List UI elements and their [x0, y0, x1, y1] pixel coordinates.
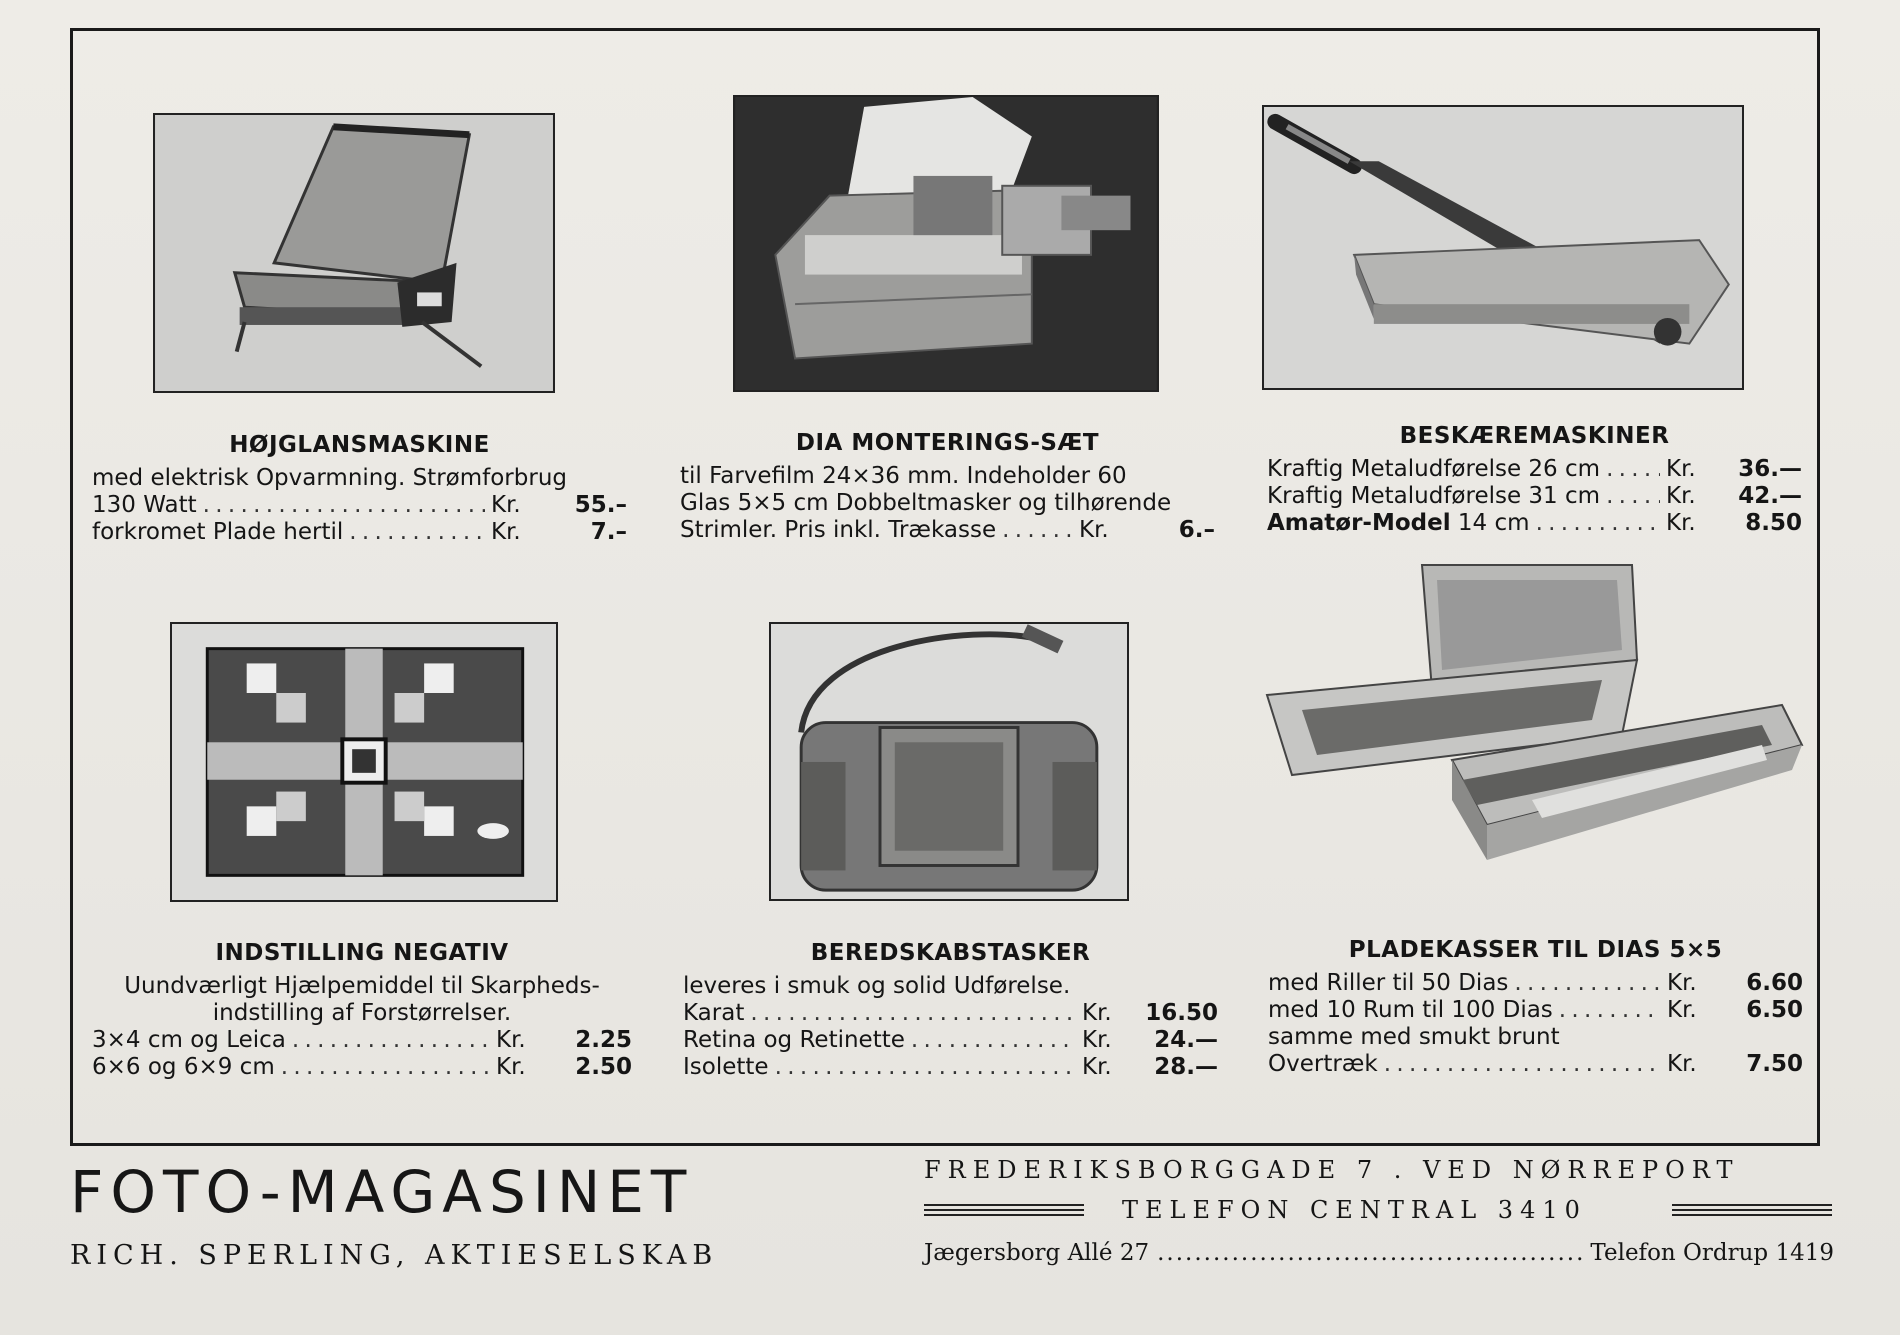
product-description: Glas 5×5 cm Dobbeltmasker og tilhørende — [680, 490, 1172, 516]
company-phone: TELEFON CENTRAL 3410 — [1122, 1196, 1587, 1224]
price: 36.— — [1738, 456, 1802, 482]
price: 24.— — [1154, 1027, 1218, 1053]
product-title: PLADEKASSER TIL DIAS 5×5 — [1348, 937, 1723, 963]
currency: Kr. — [491, 519, 521, 545]
product-description: Uundværligt Hjælpemiddel til Skarpheds- — [124, 973, 600, 999]
leader-dots — [349, 519, 485, 546]
price-row — [1267, 483, 1802, 510]
focus-negative-photo — [170, 622, 558, 902]
price: 6.– — [1178, 517, 1215, 543]
currency: Kr. — [1082, 1000, 1112, 1026]
company-subtitle: RICH. SPERLING, AKTIESELSKAB — [70, 1240, 719, 1271]
price: 2.50 — [575, 1054, 632, 1080]
product-description: med elektrisk Opvarmning. Strømforbrug — [92, 465, 567, 491]
price-row — [92, 1054, 632, 1081]
price-row — [1268, 997, 1803, 1024]
price-row-label: med 10 Rum til 100 Dias — [1268, 997, 1553, 1023]
decorative-rule-right — [1672, 1204, 1832, 1220]
price-row — [683, 1054, 1218, 1081]
product-caption-focus — [92, 940, 632, 1081]
price-row — [683, 1027, 1218, 1054]
price-row — [1268, 970, 1803, 997]
leader-dots — [203, 492, 485, 519]
glazing-machine-photo — [153, 113, 555, 393]
leader-dots — [1559, 997, 1661, 1024]
slide-boxes-photo — [1262, 560, 1810, 900]
price-row-label: forkromet Plade hertil — [92, 519, 344, 545]
price-row — [92, 519, 627, 546]
branch-address: Jægersborg Allé 27 — [924, 1240, 1150, 1266]
leader-dots — [1514, 970, 1661, 997]
product-description: samme med smukt brunt — [1268, 1024, 1560, 1050]
price-row — [1267, 510, 1802, 537]
price-row-label: Kraftig Metaludførelse 31 cm — [1267, 483, 1601, 509]
paper-cutter-photo — [1262, 105, 1744, 390]
leader-dots — [1157, 1240, 1582, 1266]
product-caption-glazing — [92, 432, 627, 546]
currency: Kr. — [1667, 997, 1697, 1023]
model-size: 14 cm — [1450, 510, 1530, 536]
price-row — [92, 492, 627, 519]
price: 8.50 — [1745, 510, 1802, 536]
leader-dots — [1384, 1051, 1661, 1078]
price-row-label — [1267, 510, 1530, 537]
currency: Kr. — [1666, 483, 1696, 509]
price: 2.25 — [575, 1027, 632, 1053]
slide-boxes-illustration — [1262, 560, 1810, 900]
currency: Kr. — [1082, 1027, 1112, 1053]
product-title: INDSTILLING NEGATIV — [215, 940, 509, 966]
product-caption-cutter — [1267, 423, 1802, 537]
currency: Kr. — [491, 492, 521, 518]
price: 7.– — [590, 519, 627, 545]
product-caption-dia — [680, 430, 1215, 544]
model-name: Amatør-Model — [1267, 510, 1451, 536]
leader-dots — [911, 1027, 1076, 1054]
price: 6.50 — [1746, 997, 1803, 1023]
product-title: BESKÆREMASKINER — [1399, 423, 1670, 449]
price-row-label: 3×4 cm og Leica — [92, 1027, 286, 1053]
price: 16.50 — [1145, 1000, 1218, 1026]
price: 42.— — [1738, 483, 1802, 509]
slide-mounting-set-illustration — [735, 97, 1157, 390]
leader-dots — [292, 1027, 490, 1054]
glazing-machine-illustration — [155, 115, 553, 391]
currency: Kr. — [1667, 970, 1697, 996]
currency: Kr. — [1666, 456, 1696, 482]
leader-dots — [775, 1054, 1076, 1081]
product-caption-case — [683, 940, 1218, 1081]
price-row — [680, 517, 1215, 544]
leader-dots — [750, 1000, 1076, 1027]
price: 28.— — [1154, 1054, 1218, 1080]
currency: Kr. — [1666, 510, 1696, 536]
leader-dots — [281, 1054, 490, 1081]
currency: Kr. — [1667, 1051, 1697, 1077]
branch-line — [924, 1240, 1834, 1266]
price: 6.60 — [1746, 970, 1803, 996]
currency: Kr. — [496, 1054, 526, 1080]
leader-dots — [1606, 483, 1660, 510]
company-address: FREDERIKSBORGGADE 7 . VED NØRREPORT — [924, 1156, 1740, 1184]
price-row-label: 130 Watt — [92, 492, 197, 518]
price-row-label: Strimler. Pris inkl. Trækasse — [680, 517, 997, 543]
focus-negative-illustration — [172, 624, 556, 900]
leader-dots — [1606, 456, 1660, 483]
price-row — [1267, 456, 1802, 483]
price-row — [683, 1000, 1218, 1027]
price-row-label: Karat — [683, 1000, 745, 1026]
product-description: indstilling af Forstørrelser. — [212, 1000, 512, 1026]
price: 55.– — [574, 492, 627, 518]
company-name: FOTO-MAGASINET — [70, 1158, 694, 1226]
product-description: leveres i smuk og solid Udførelse. — [683, 973, 1071, 999]
camera-case-illustration — [771, 624, 1127, 899]
leader-dots — [1536, 510, 1660, 537]
paper-cutter-illustration — [1264, 107, 1742, 388]
price-row-label: med Riller til 50 Dias — [1268, 970, 1509, 996]
price-row-label: 6×6 og 6×9 cm — [92, 1054, 275, 1080]
camera-case-photo — [769, 622, 1129, 901]
price-row-label: Overtræk — [1268, 1051, 1378, 1077]
price-row — [1268, 1051, 1803, 1078]
currency: Kr. — [1082, 1054, 1112, 1080]
leader-dots — [1002, 517, 1073, 544]
product-title: BEREDSKABSTASKER — [810, 940, 1091, 966]
currency: Kr. — [1079, 517, 1109, 543]
currency: Kr. — [496, 1027, 526, 1053]
price-row — [92, 1027, 632, 1054]
price-row-label: Isolette — [683, 1054, 769, 1080]
decorative-rule-left — [924, 1204, 1084, 1220]
price: 7.50 — [1746, 1051, 1803, 1077]
price-row-label: Kraftig Metaludførelse 26 cm — [1267, 456, 1601, 482]
slide-mounting-set-photo — [733, 95, 1159, 392]
price-row-label: Retina og Retinette — [683, 1027, 905, 1053]
product-caption-slide-boxes — [1268, 937, 1803, 1078]
product-description: til Farvefilm 24×36 mm. Indeholder 60 — [680, 463, 1127, 489]
product-title: DIA MONTERINGS-SÆT — [795, 430, 1100, 456]
branch-phone: Telefon Ordrup 1419 — [1590, 1240, 1834, 1266]
product-title: HØJGLANSMASKINE — [229, 432, 490, 458]
